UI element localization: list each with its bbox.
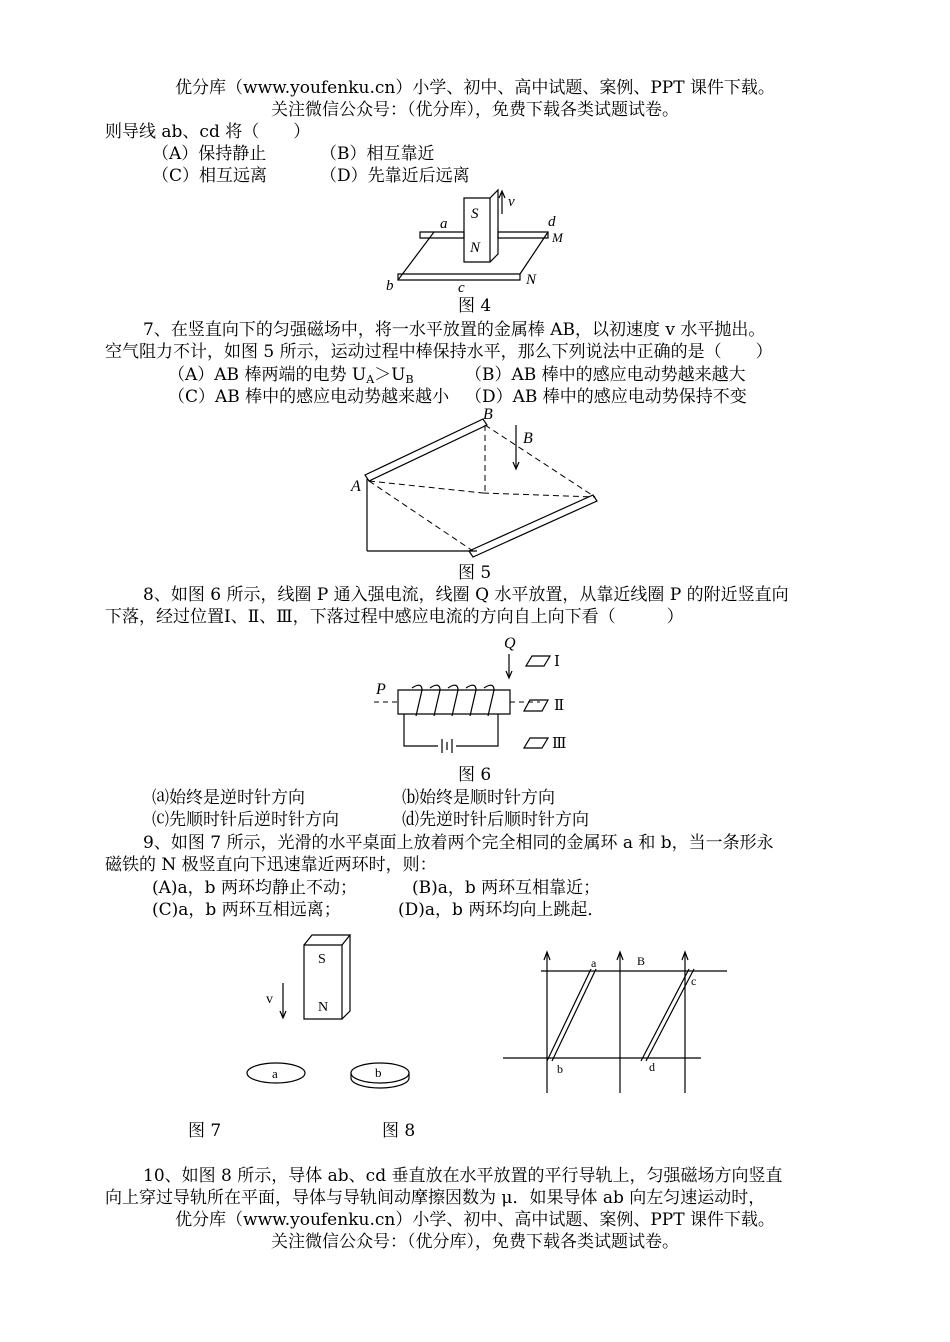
figure-5-diagram [345,405,610,560]
footer-line-1: 优分库（www.youfenku.cn）小学、初中、高中试题、案例、PPT 课件下载。 [175,1210,775,1230]
fig4-label-m: M [552,230,563,245]
fig8-label-d: d [649,1060,655,1074]
fig4-label-d: d [548,214,556,230]
fig7-caption: 图 7 [188,1121,222,1141]
fig7-label-n: N [318,1000,329,1015]
q9-option-b: (B)a，b 两环互相靠近； [412,878,601,898]
q7-stem-line-2: 空气阻力不计，如图 5 所示，运动过程中棒保持水平，那么下列说法中正确的是（ ） [105,342,773,362]
q10-stem-line-1: 10、如图 8 所示，导体 ab、cd 垂直放在水平放置的平行导轨上，匀强磁场方向竖直 [143,1166,783,1186]
fig8-label-b: b [557,1062,563,1076]
fig6-label-position-2: Ⅱ [554,698,565,714]
q9-option-a: (A)a，b 两环均静止不动； [152,878,357,898]
q9-stem-line-2: 磁铁的 N 极竖直向下迅速靠近两环时，则： [105,855,437,875]
q7-stem-line-1: 7、在竖直向下的匀强磁场中，将一水平放置的金属棒 AB，以初速度 v 水平抛出。 [143,320,766,340]
header-line-2: 关注微信公众号：（优分库），免费下载各类试题试卷。 [271,100,679,120]
q10-stem-line-2: 向上穿过导轨所在平面，导体与导轨间动摩擦因数为 μ．如果导体 ab 向左匀速运动时， [105,1188,766,1208]
fig4-label-b: b [386,278,394,294]
q8-option-c: ⒞先顺时针后逆时针方向 [152,810,339,830]
fig6-label-p: P [376,681,386,698]
header-line-1: 优分库（www.youfenku.cn）小学、初中、高中试题、案例、PPT 课件下载。 [175,78,775,98]
fig4-label-a: a [440,216,448,232]
q8-option-a: ⒜始终是逆时针方向 [152,788,305,808]
fig4-label-n2: N [526,272,537,288]
fig5-label-b: B [483,406,493,423]
footer-line-2: 关注微信公众号：（优分库），免费下载各类试题试卷。 [271,1232,679,1252]
fig8-label-b-field: B [637,954,646,968]
fig4-label-n: N [470,240,481,256]
fig6-caption: 图 6 [458,765,492,785]
fig7-label-ring-a: a [272,1066,278,1081]
q6-option-c: （C）相互远离 [152,166,268,186]
q9-option-d: (D)a，b 两环均向上跳起． [398,900,605,920]
fig4-label-v: v [508,194,515,210]
q6-option-a: （A）保持静止 [152,144,267,164]
fig5-label-a: A [351,478,361,495]
fig5-label-b-field: B [523,430,533,447]
q8-option-b: ⒝始终是顺时针方向 [402,788,555,808]
fig6-label-q: Q [504,635,516,652]
fig6-label-position-1: Ⅰ [554,654,560,670]
q8-stem-line-1: 8、如图 6 所示，线圈 P 通入强电流，线圈 Q 水平放置，从靠近线圈 P 的附近竖直向 [143,585,789,605]
q6-option-b: （B）相互靠近 [320,144,435,164]
fig8-caption: 图 8 [382,1121,416,1141]
q9-option-c: (C)a，b 两环互相远离； [152,900,341,920]
fig4-label-s: S [471,206,479,222]
q8-stem-line-2: 下落，经过位置Ⅰ、Ⅱ、Ⅲ，下落过程中感应电流的方向自上向下看（ ） [105,607,684,627]
figure-8-diagram [495,945,735,1095]
fig6-label-position-3: Ⅲ [552,736,567,752]
q7-option-b: （B）AB 棒中的感应电动势越来越大 [465,365,746,385]
q6-stem-end: 则导线 ab、cd 将（ ） [105,122,311,142]
q7-option-c: （C）AB 棒中的感应电动势越来越小 [168,387,450,407]
q8-option-d: ⒟先逆时针后顺时针方向 [402,810,589,830]
fig7-label-ring-b: b [375,1065,382,1080]
fig8-label-c: c [691,974,697,988]
figure-7-diagram [238,925,423,1100]
fig7-label-v: v [266,992,273,1007]
fig7-label-s: S [318,952,326,967]
fig8-label-a: a [591,956,597,970]
figure-4-diagram [380,188,580,296]
q7-option-d: （D）AB 棒中的感应电动势保持不变 [465,387,747,407]
fig4-caption: 图 4 [458,296,492,316]
q6-option-d: （D）先靠近后远离 [320,166,470,186]
q7-option-a: （A）AB 棒两端的电势 $U_A>U_B$ [168,365,414,386]
fig4-label-c: c [458,280,465,296]
fig5-caption: 图 5 [458,563,492,583]
figure-6-diagram [372,628,582,766]
q9-stem-line-1: 9、如图 7 所示，光滑的水平桌面上放着两个完全相同的金属环 a 和 b，当一条形永 [143,833,774,853]
